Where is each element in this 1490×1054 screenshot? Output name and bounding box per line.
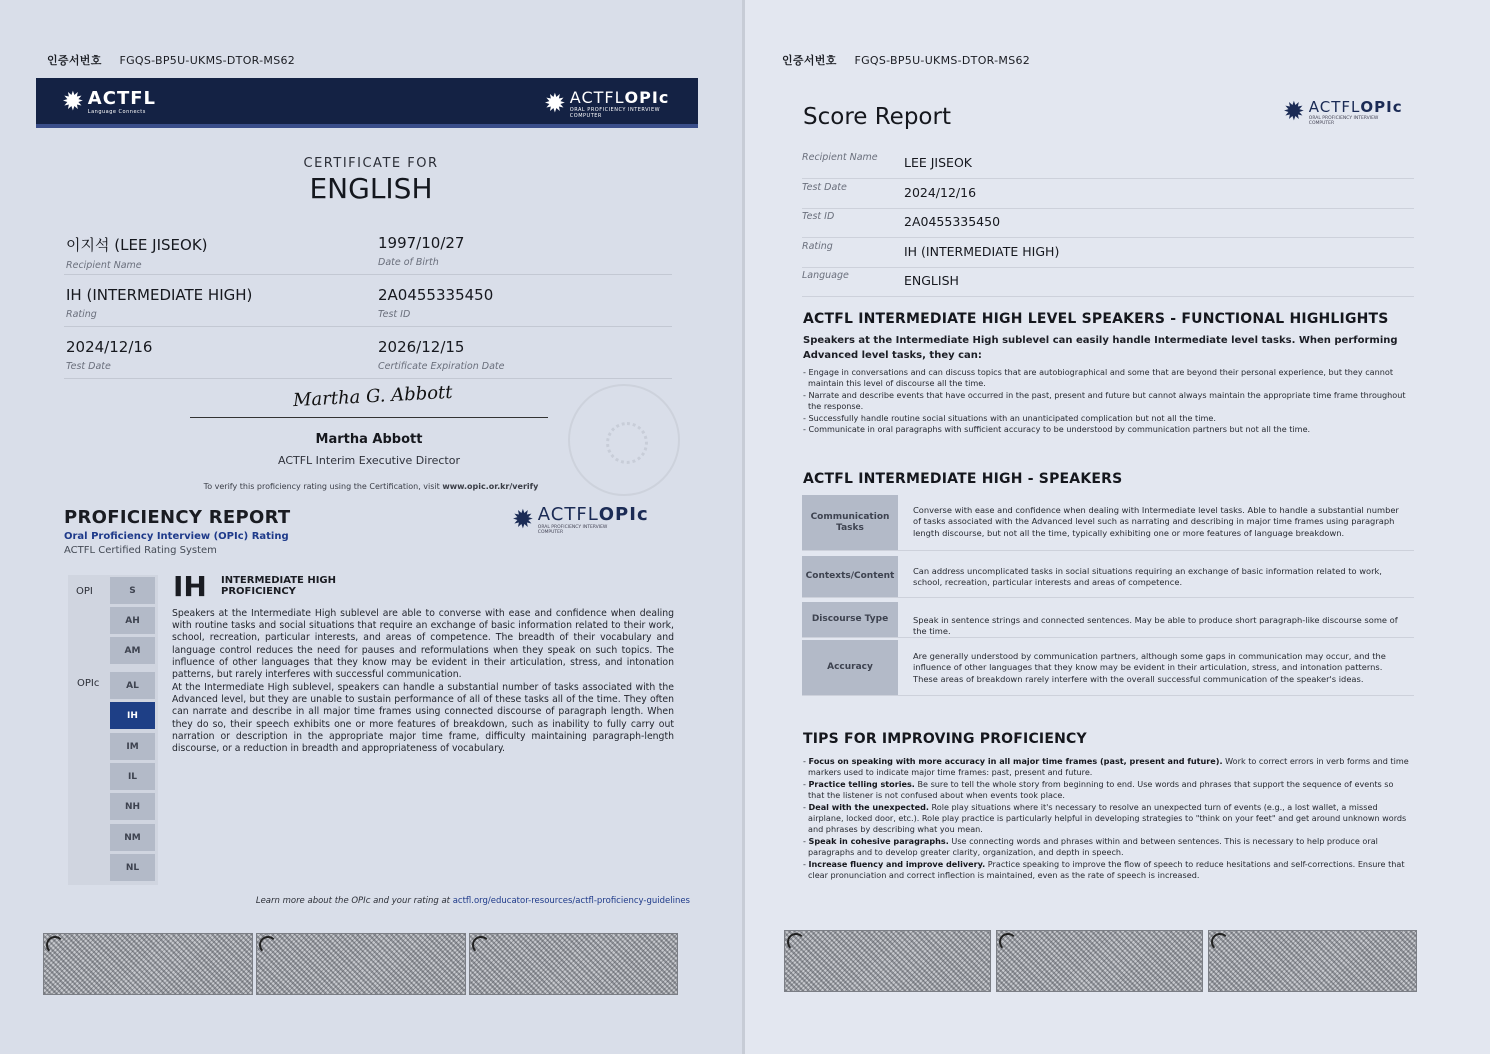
tips-list: [803, 756, 1411, 881]
recipient-name-label: Recipient Name: [66, 260, 142, 271]
opic-logo-light: ACTFL: [1308, 98, 1361, 116]
security-pattern: [256, 933, 466, 995]
expiration-date-label: Certificate Expiration Date: [378, 361, 505, 372]
opic-logo: [544, 88, 669, 119]
score-row-label: Language: [802, 270, 849, 281]
tip-heading: Focus on speaking with more accuracy in all major time frames (past, present and future).: [808, 756, 1223, 766]
list-item: - Speak in cohesive paragraphs. Use connecting words and phrases within and between sentences. This is necessary to help produce oral paragraphs and to develop greater clarity, organization, and depth in speech.: [803, 835, 1378, 858]
score-row: [802, 150, 1414, 179]
tip-body: Role play situations where it's necessary to resolve an unexpected turn of events (e.g., a lost wallet, a missed airplane, locked door, etc.). Role play practice is particularly helpful in developing strategies to "think on your feet" and get around unknown words and phrases by describing what you mean.: [808, 801, 1407, 835]
list-item: - Successfully handle routine social situations with an unanticipated complication but not all the time.: [803, 412, 1216, 423]
score-row-label: Recipient Name: [802, 152, 878, 163]
test-date-field: [66, 338, 152, 372]
functional-highlights-title: ACTFL INTERMEDIATE HIGH LEVEL SPEAKERS - FUNCTIONAL HIGHLIGHTS: [803, 311, 1389, 327]
verify-note: [0, 482, 742, 491]
tip-body: Use connecting words and phrases within and between sentences. This is necessary to help produce oral paragraphs and to develop greater clarity, organization, and depth in speech.: [808, 835, 1378, 858]
tip-body: Work to correct errors in verb forms and time markers used to indicate major time frames: past, present and future.: [808, 756, 1409, 778]
level-al: AL: [110, 672, 155, 699]
dob-label: Date of Birth: [378, 257, 439, 268]
cert-number-value: FGQS-BP5U-UKMS-DTOR-MS62: [119, 54, 296, 67]
watermark-seal: [568, 384, 680, 496]
score-report-page: [745, 0, 1490, 1054]
verify-link[interactable]: www.opic.or.kr/verify: [442, 482, 539, 491]
expiration-date-value: 2026/12/15: [378, 338, 465, 356]
proficiency-report-subtitle: Oral Proficiency Interview (OPIc) Rating: [64, 531, 289, 542]
score-row-value: 2A0455335450: [904, 214, 1001, 229]
actfl-logo-tagline: Language Connects: [87, 109, 146, 115]
security-pattern: [1208, 930, 1417, 992]
list-item: - Practice telling stories. Be sure to tell the whole story from beginning to end. Use words and phrases that support the sequence of events so that the listener is not confused about when events took place.: [803, 778, 1394, 801]
signature-line: [190, 417, 548, 418]
score-row: [802, 239, 1414, 268]
gear-logo-icon: ✹: [62, 86, 84, 117]
speakers-title: ACTFL INTERMEDIATE HIGH - SPEAKERS: [803, 471, 1123, 487]
opic-logo-bold: OPIc: [1360, 98, 1403, 116]
score-row-value: IH (INTERMEDIATE HIGH): [904, 243, 1060, 259]
tip-heading: Speak in cohesive paragraphs.: [808, 835, 949, 846]
list-item: - Increase fluency and improve delivery. Practice speaking to improve the flow of speech to reduce hesitations and self-corrections. Ensure that clear pronunciation and correct inflection is maintained, even as the rate of speech is increased.: [803, 858, 1405, 881]
actfl-logo-text: ACTFL: [87, 88, 156, 109]
cert-number-label: 인증서번호: [782, 54, 837, 67]
score-row-label: Rating: [802, 240, 833, 252]
speakers-category: Communication Tasks: [802, 495, 898, 550]
level-ih: IH: [110, 702, 155, 729]
tip-heading: Increase fluency and improve delivery.: [808, 858, 986, 869]
score-row-value: ENGLISH: [904, 273, 959, 288]
proficiency-report-title: PROFICIENCY REPORT: [64, 507, 291, 528]
speakers-category: Contexts/Content: [802, 556, 898, 597]
certificate-page: [0, 0, 742, 1054]
signature: Martha G. Abbott: [292, 381, 454, 412]
score-row-value: LEE JISEOK: [904, 155, 972, 170]
list-item: - Narrate and describe events that have occurred in the past, present and future but cannot always maintain the appropriate time frame throughout the response.: [803, 389, 1406, 412]
speakers-category: Accuracy: [802, 640, 898, 695]
gear-logo-icon: ✹: [512, 504, 534, 535]
scale-label-opi: OPI: [76, 586, 93, 597]
score-row-label: Test ID: [802, 211, 835, 222]
level-im: IM: [110, 733, 155, 760]
security-pattern: [996, 930, 1203, 992]
rating-value: IH (INTERMEDIATE HIGH): [66, 286, 253, 304]
level-am: AM: [110, 637, 155, 664]
opic-logo-bold: OPIc: [598, 504, 649, 525]
opic-logo: [1283, 98, 1403, 126]
proficiency-report-subtitle2: ACTFL Certified Rating System: [64, 545, 217, 556]
functional-highlights-intro: Speakers at the Intermediate High sublevel can easily handle Intermediate level tasks. When performing Advanced level tasks, they can:: [803, 335, 1398, 361]
speakers-row: [802, 602, 1414, 638]
speakers-description: Speak in sentence strings and connected sentences. May be able to produce short paragraph-like discourse some of the time.: [913, 615, 1398, 637]
opic-logo-light: ACTFL: [569, 88, 625, 107]
cert-number-label: 인증서번호: [47, 54, 102, 67]
gear-logo-icon: ✹: [1283, 97, 1305, 127]
test-id-label: Test ID: [378, 309, 411, 320]
opic-logo: [512, 504, 649, 535]
test-id-field: [378, 286, 493, 320]
test-date-label: Test Date: [66, 361, 111, 372]
speakers-description: Converse with ease and confidence when dealing with Intermediate level tasks. Able to handle a substantial number of tasks associated with the Advanced level such as narrating and describing in major time frames using paragraph length discourse, but not all the time, typically exhibiting one or more features of language breakdown.: [913, 505, 1399, 538]
signer-name: Martha Abbott: [315, 432, 423, 447]
list-item: - Deal with the unexpected. Role play situations where it's necessary to resolve an unexpected turn of events (e.g., a lost wallet, a missed airplane, locked door, etc.). Role play practice is particularly helpful in developing strategies to "think on your feet" and get around unknown words and phrases by describing what you mean.: [803, 801, 1407, 835]
security-pattern: [43, 933, 253, 995]
speakers-description: Are generally understood by communication partners, although some gaps in communication may occur, and the influence of other languages that they know may be evident in their articulation, stress, and intonation patterns. These areas of breakdown rarely interfere with the overall successful communication of the speaker's ideas.: [913, 651, 1386, 684]
signer-title: ACTFL Interim Executive Director: [277, 454, 460, 467]
divider: [64, 378, 672, 379]
tips-title: TIPS FOR IMPROVING PROFICIENCY: [803, 731, 1087, 747]
level-il: IL: [110, 763, 155, 790]
cert-number: [782, 52, 1030, 68]
score-report-title: Score Report: [803, 104, 951, 130]
opic-logo-tagline2: COMPUTER: [537, 530, 564, 535]
speakers-description: Can address uncomplicated tasks in social situations requiring an exchange of basic information related to work, school, recreation, particular interests and areas of competence.: [913, 566, 1382, 588]
level-nh: NH: [110, 793, 155, 820]
dob-value: 1997/10/27: [378, 234, 465, 252]
certificate-banner: [36, 78, 698, 128]
tip-heading: Practice telling stories.: [808, 778, 915, 789]
level-name: INTERMEDIATE HIGH PROFICIENCY: [221, 575, 337, 597]
scale-label-opic: OPIc: [77, 678, 100, 689]
rating-label: Rating: [66, 309, 97, 320]
opic-logo-light: ACTFL: [537, 504, 599, 525]
level-description-1: Speakers at the Intermediate High sublevel are able to converse with ease and confidence when dealing with routine tasks and social situations that require an exchange of basic information related to their work, school, recreation, particular interests, and areas of competence. The breadth of their vocabulary and language control reduces the need for pauses and reformulations when they speak on such topics. The influence of other languages that they know may be evident in their articulation, stress, and intonation patterns, but rarely interferes with successful communication.: [172, 608, 674, 681]
cert-number-value: FGQS-BP5U-UKMS-DTOR-MS62: [854, 54, 1031, 67]
score-row: [802, 209, 1414, 238]
level-code: IH: [173, 570, 207, 603]
cert-number: [47, 52, 295, 68]
verify-text: To verify this proficiency rating using the Certification, visit: [203, 482, 440, 491]
security-pattern: [469, 933, 678, 995]
list-item: - Communicate in oral paragraphs with sufficient accuracy to be understood by communication partners but not all the time.: [803, 424, 1311, 435]
test-date-value: 2024/12/16: [66, 338, 153, 356]
level-description-2: At the Intermediate High sublevel, speakers can handle a substantial number of tasks associated with the Advanced level, but they are unable to sustain performance of all of these tasks all of the time. They often can narrate and describe in all major time frames using connected discourse of paragraph length. When they do so, their speech exhibits one or more features of breakdown, such as inability to fully carry out narration or description in the appropriate major time frame, difficulty maintaining paragraph-length discourse, or a reduction in breadth and appropriateness of vocabulary.: [172, 682, 674, 755]
tip-body: Be sure to tell the whole story from beginning to end. Use words and phrases that support the sequence of events so that the listener is not confused about when events took place.: [808, 778, 1394, 801]
recipient-name-field: [66, 234, 208, 271]
expiration-date-field: [378, 338, 504, 372]
actfl-logo: [62, 88, 156, 115]
test-id-value: 2A0455335450: [378, 286, 494, 304]
tip-body: Practice speaking to improve the flow of speech to reduce hesitations and self-corrections. Ensure that clear pronunciation and correct inflection is maintained, even as the rate of speech is increased.: [808, 858, 1405, 881]
speakers-category: Discourse Type: [802, 602, 898, 637]
dob-field: [378, 234, 464, 268]
speakers-row: [802, 640, 1414, 696]
divider: [64, 274, 672, 275]
opic-logo-tagline: ORAL PROFICIENCY INTERVIEW: [1308, 116, 1379, 121]
learn-more-note: [0, 896, 690, 906]
score-row-value: 2024/12/16: [904, 184, 977, 200]
security-pattern: [784, 930, 991, 992]
divider: [64, 326, 672, 327]
speakers-row: [802, 495, 1414, 551]
speakers-row: [802, 556, 1414, 598]
opic-logo-tagline: ORAL PROFICIENCY INTERVIEW: [537, 525, 608, 530]
opic-logo-tagline2: COMPUTER: [569, 113, 602, 119]
rating-field: [66, 286, 252, 320]
list-item: - Focus on speaking with more accuracy in all major time frames (past, present and future). Work to correct errors in verb forms and time markers used to indicate major time frames: past, present and future.: [803, 756, 1409, 778]
tip-heading: Deal with the unexpected.: [808, 801, 929, 812]
opic-logo-tagline2: COMPUTER: [1308, 121, 1335, 126]
score-row: [802, 268, 1414, 297]
certificate-language: ENGLISH: [309, 172, 433, 205]
score-row: [802, 180, 1414, 209]
opic-logo-tagline: ORAL PROFICIENCY INTERVIEW: [569, 107, 661, 113]
score-row-label: Test Date: [802, 181, 847, 193]
level-ah: AH: [110, 607, 155, 634]
opic-logo-bold: OPIc: [624, 88, 670, 107]
learn-more-link[interactable]: actfl.org/educator-resources/actfl-proficiency-guidelines: [452, 896, 690, 906]
gear-logo-icon: ✹: [544, 88, 566, 119]
level-s: S: [110, 577, 155, 604]
learn-more-text: Learn more about the OPIc and your rating at: [255, 896, 450, 906]
level-nm: NM: [110, 824, 155, 851]
list-item: - Engage in conversations and can discuss topics that are autobiographical and some that are beyond their personal experience, but they cannot maintain this level of discourse all the time.: [803, 367, 1394, 389]
level-nl: NL: [110, 854, 155, 881]
recipient-name-value: 이지석 (LEE JISEOK): [66, 236, 208, 254]
functional-highlights-list: [803, 367, 1411, 435]
certificate-heading: CERTIFICATE FOR: [303, 156, 439, 171]
